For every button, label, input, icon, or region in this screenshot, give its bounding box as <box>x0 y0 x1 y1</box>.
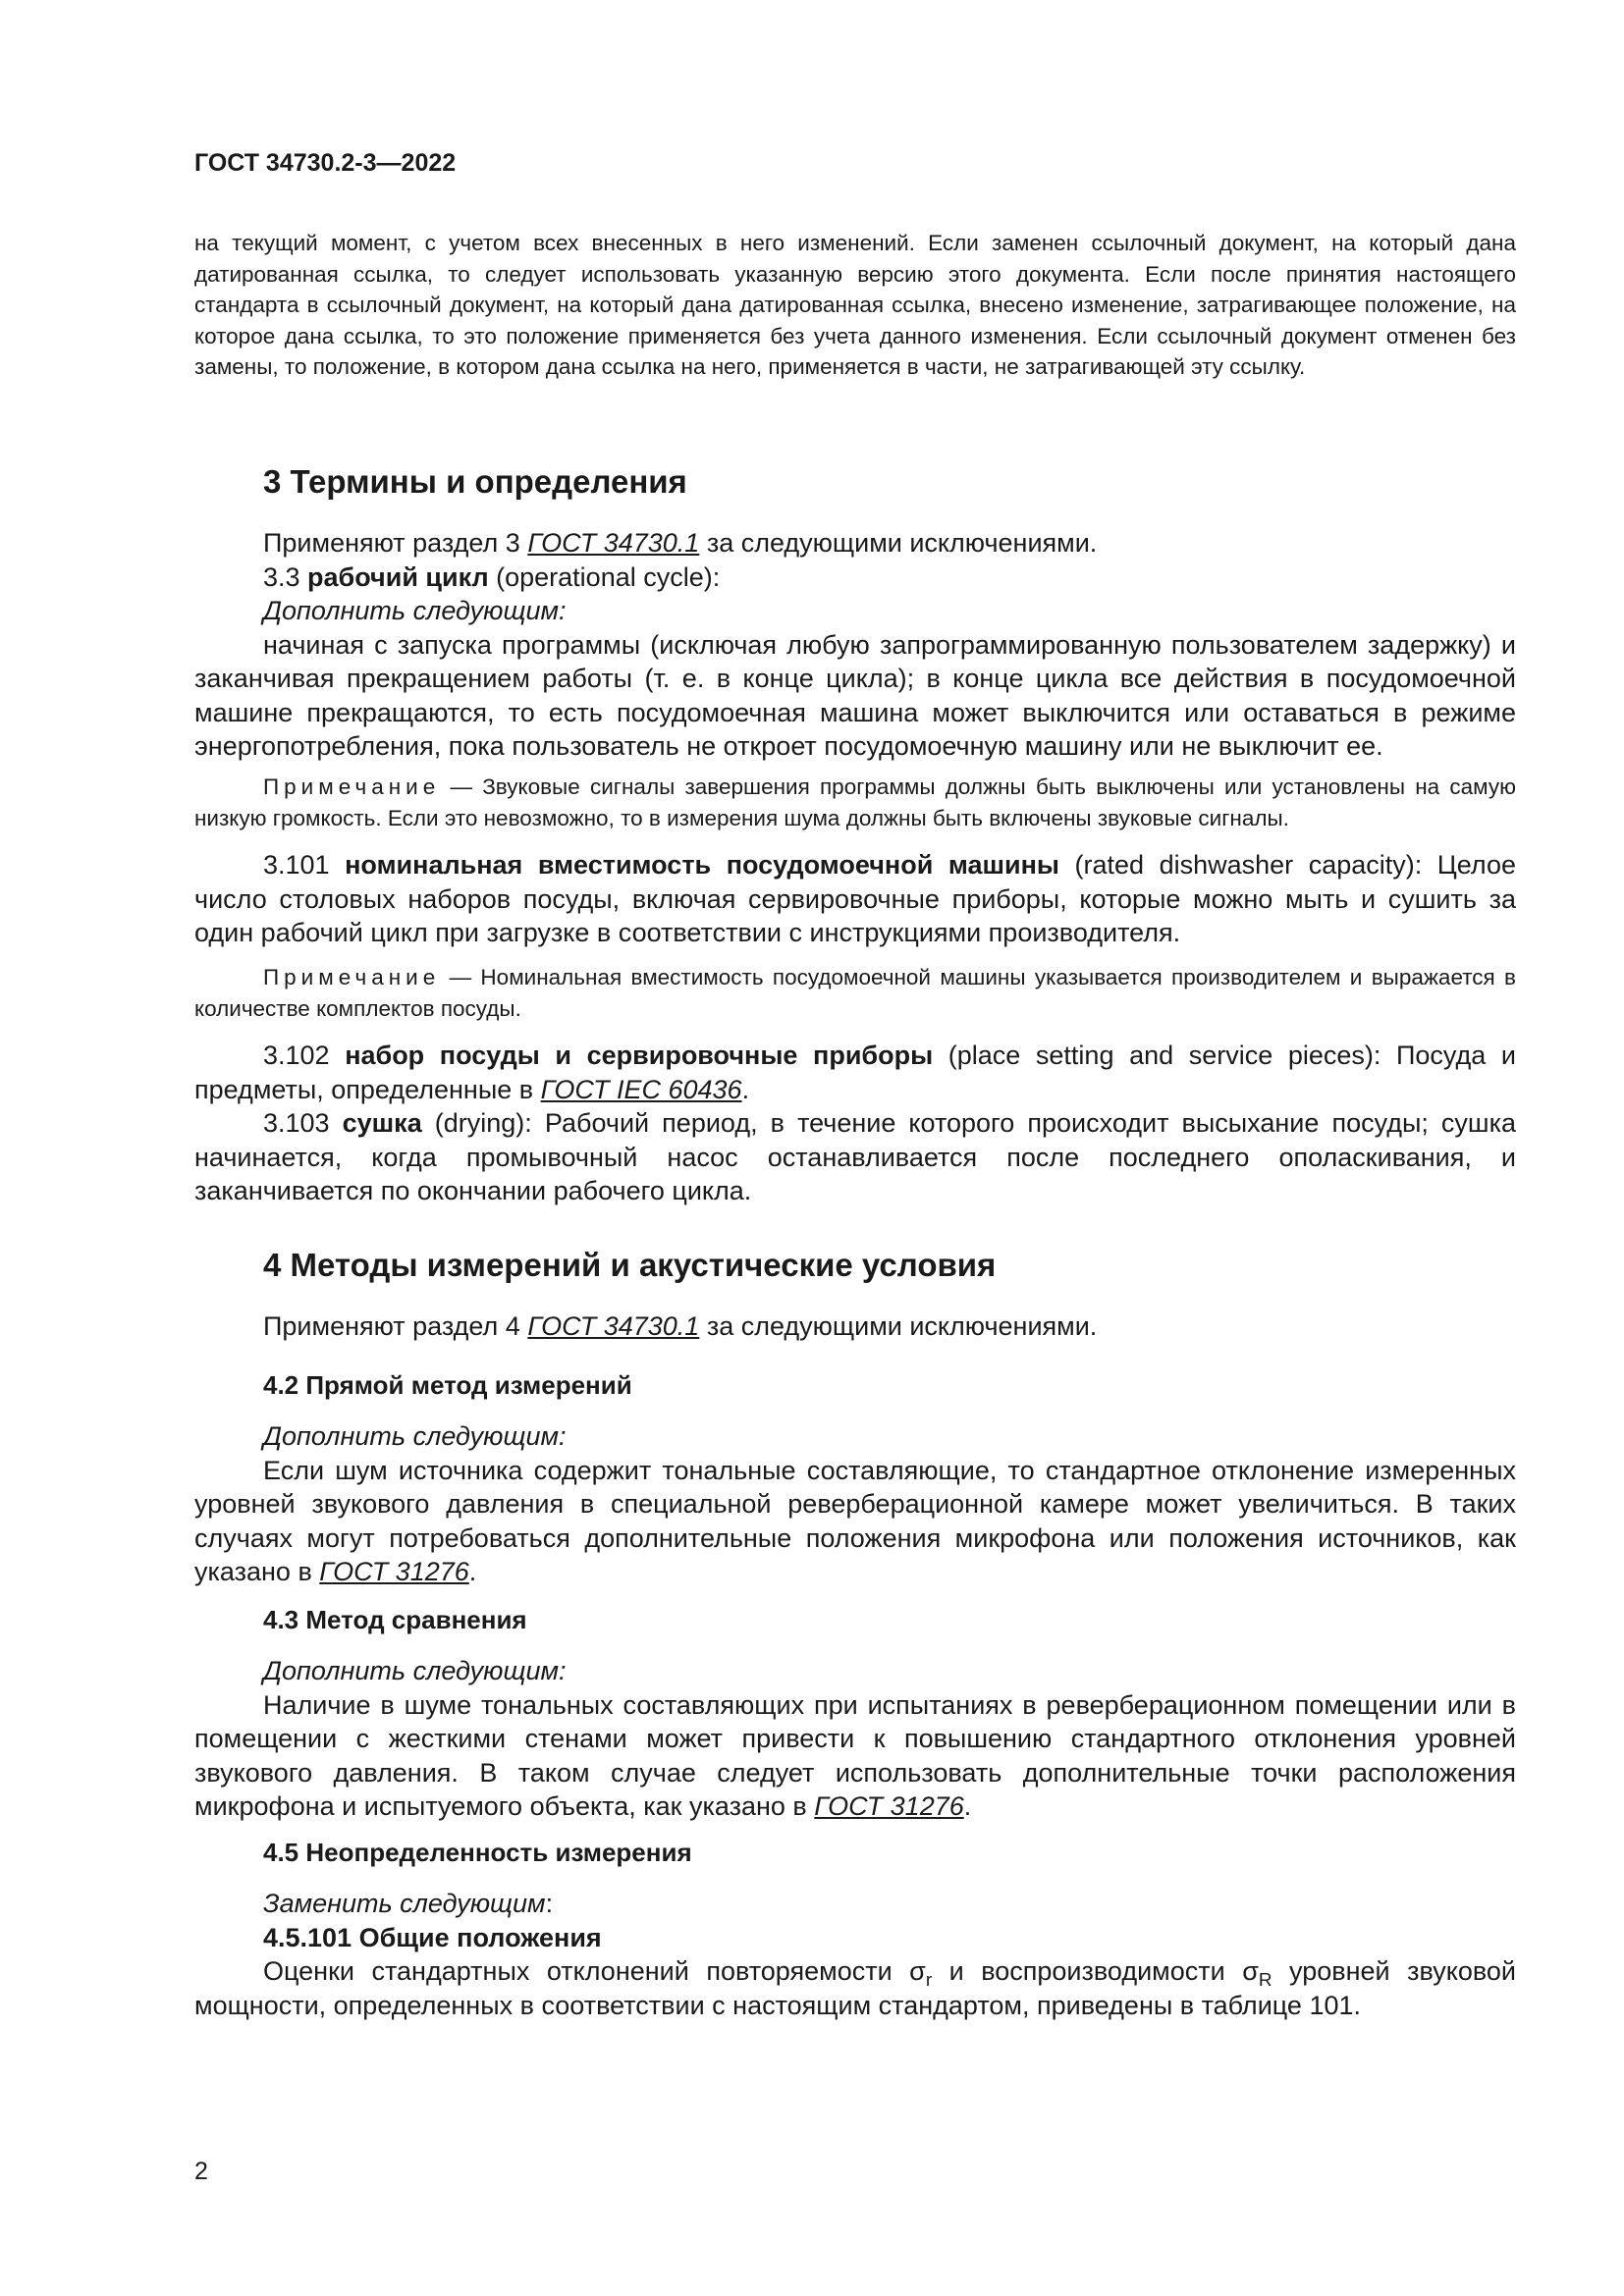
section-4-3-content <box>194 1654 1516 1824</box>
section-4-5-101-text: Оценки стандартных отклонений повторяемости $\sigma_r$ и воспроизводимости $\sigma_R$ уровней звуковой мощности, определенных в соответствии с настоящим стандартом, приведены в таблице 101. <box>194 1956 1516 2020</box>
replace-label: Заменить следующим: <box>263 1889 554 1918</box>
term-3-3-definition: начиная с запуска программы (исключая любую запрограммированную пользователем задержку) и заканчивая прекращением работы (т. е. в конце цикла); в конце цикла все действия в посудомоечной машине прекращаются, то есть посудомоечная машина может выключится или оставаться в режиме энергопотребления, пока пользователь не откроет посудомоечную машину или не выключит ее. <box>194 629 1516 761</box>
intro-paragraph: на текущий момент, с учетом всех внесенных в него изменений. Если заменен ссылочный документ, на который дана датированная ссылка, то следует использовать указанную версию этого документа. Если после принятия настоящего стандарта в ссылочный документ, на который дана датированная ссылка, внесено изменение, затрагивающее положение, на которое дана ссылка, то это положение применяется без учета данного изменения. Если ссылочный документ отменен без замены, то положение, в котором дана ссылка на него, применяется в части, не затрагивающей эту ссылку. <box>194 231 1516 379</box>
gost-31276-link-2[interactable]: ГОСТ 31276 <box>814 1791 964 1821</box>
document-header: ГОСТ 34730.2-3—2022 <box>194 149 457 177</box>
note-1-label: Примечание <box>263 774 441 799</box>
gost-34730-1-link[interactable]: ГОСТ 34730.1 <box>527 528 700 558</box>
section-4-5-title: 4.5 Неопределенность измерения <box>263 1838 692 1867</box>
section-4-2-text: Если шум источника содержит тональные составляющие, то стандартное отклонение измеренных уровней звукового давления в специальной реверберационной камере может увеличиться. В таких случаях могут потребоваться дополнительные положения микрофона или положения источников, как указано в ГОСТ 31276. <box>194 1455 1516 1586</box>
note-1: Примечание — Звуковые сигналы завершения программы должны быть выключены или установлены на самую низкую громкость. Если это невозможно, то в измерения шума должны быть включены звуковые сигналы. <box>194 774 1516 830</box>
section-4-apply-line: Применяют раздел 4 ГОСТ 34730.1 за следующими исключениями. <box>263 1311 1098 1341</box>
term-3-103: 3.103 сушка (drying): Рабочий период, в течение которого происходит высыхание посуды; сушка начинается, когда промывочный насос останавливается после последнего ополаскивания, и заканчивается по окончании рабочего цикла. <box>194 1108 1516 1205</box>
term-3-101-term: номинальная вместимость посудомоечной машины <box>345 850 1059 880</box>
supplement-label: Дополнить следующим: <box>263 596 567 625</box>
section-4-2-content <box>194 1419 1516 1589</box>
section-4-2-title: 4.2 Прямой метод измерений <box>263 1370 632 1400</box>
section-3-apply-line: Применяют раздел 3 ГОСТ 34730.1 за следующими исключениями. <box>263 528 1098 558</box>
supplement-label-4-2: Дополнить следующим: <box>263 1421 567 1451</box>
term-3-3-line: 3.3 рабочий цикл (operational cycle): <box>263 561 721 592</box>
section-4-5-content <box>194 1887 1516 2022</box>
note-2: Примечание — Номинальная вместимость посудомоечной машины указывается производителем и выражается в количестве комплектов посуды. <box>194 965 1516 1021</box>
gost-34730-1-link-2[interactable]: ГОСТ 34730.1 <box>527 1311 700 1341</box>
gost-31276-link[interactable]: ГОСТ 31276 <box>319 1557 469 1586</box>
section-4-5-101-title: 4.5.101 Общие положения <box>263 1922 602 1952</box>
term-3-102: 3.102 набор посуды и сервировочные приборы (place setting and service pieces): Посуда и предметы, определенные в ГОСТ IEC 60436. <box>194 1041 1516 1104</box>
section-3-title: 3 Термины и определения <box>263 463 687 500</box>
term-3-103-term: сушка <box>342 1108 422 1138</box>
page-number: 2 <box>194 2158 208 2185</box>
term-3-102-term: набор посуды и сервировочные приборы <box>345 1041 934 1070</box>
section-4-3-title: 4.3 Метод сравнения <box>263 1605 527 1634</box>
section-3-content <box>194 526 1516 764</box>
term-3-3: рабочий цикл <box>307 561 489 592</box>
gost-iec-60436-link[interactable]: ГОСТ IEC 60436 <box>540 1074 742 1104</box>
section-4-3-text: Наличие в шуме тональных составляющих при испытаниях в реверберационном помещении или в помещении с жесткими стенами может привести к повышению стандартного отклонения уровней звукового давления. В таком случае следует использовать дополнительные точки расположения микрофона и испытуемого объекта, как указано в ГОСТ 31276. <box>194 1689 1516 1821</box>
term-3-101: 3.101 номинальная вместимость посудомоечной машины (rated dishwasher capacity): Целое число столовых наборов посуды, включая сервировочные приборы, которые можно мыть и сушить за один рабочий цикл при загрузке в соответствии с инструкциями производителя. <box>194 850 1516 947</box>
note-2-label: Примечание <box>263 965 441 989</box>
supplement-label-4-3: Дополнить следующим: <box>263 1656 567 1685</box>
section-4-title: 4 Методы измерений и акустические условия <box>263 1247 997 1283</box>
